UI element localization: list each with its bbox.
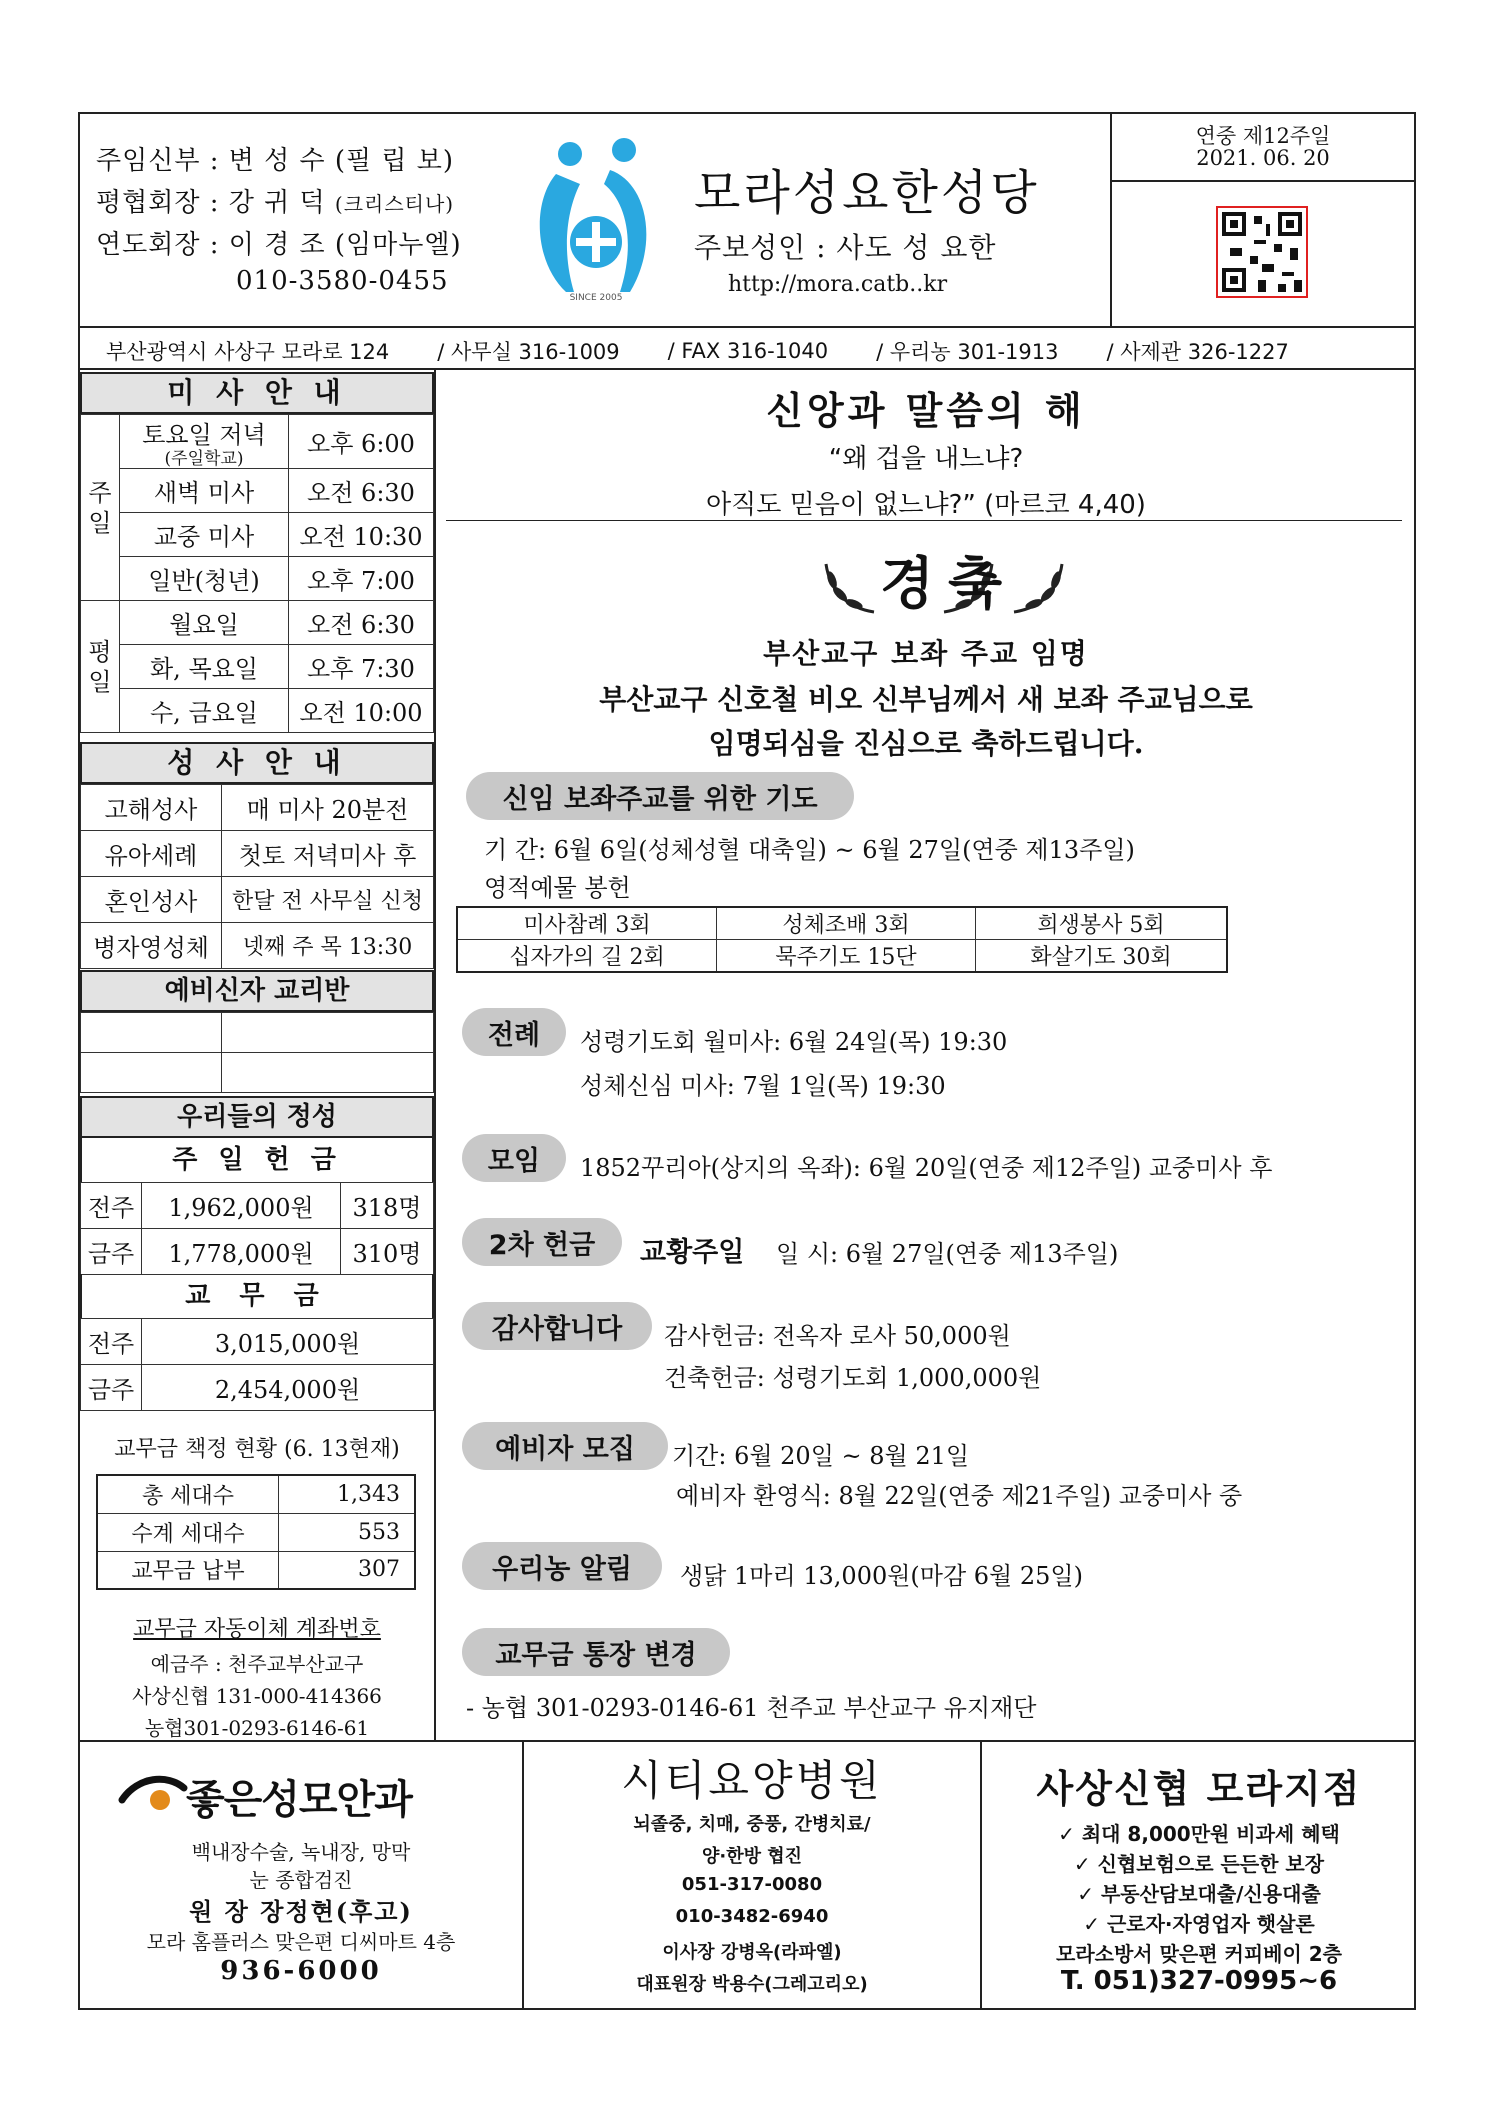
eye-clinic-name: 좋은성모안과 bbox=[186, 1777, 412, 1823]
dues-amount: 2,454,000원 bbox=[142, 1365, 434, 1411]
status-label: 총 세대수 bbox=[97, 1475, 279, 1513]
laurel-left-icon bbox=[818, 556, 878, 616]
mass-time: 오후 7:30 bbox=[289, 645, 434, 689]
church-name: 모라성요한성당 bbox=[694, 165, 1040, 221]
mass-name: 월요일 bbox=[120, 601, 289, 645]
sat-mass-sub: (주일학교) bbox=[164, 449, 244, 469]
mass-time: 오전 10:00 bbox=[289, 689, 434, 733]
prayer-period: 기 간: 6월 6일(성체성혈 대축일) ~ 6월 27일(연중 제13주일) bbox=[484, 836, 1135, 864]
church-url: http://mora.catb..kr bbox=[728, 272, 948, 297]
status-label: 수계 세대수 bbox=[97, 1513, 279, 1551]
recruit-line-1: 기간: 6월 20일 ~ 8월 21일 bbox=[672, 1442, 970, 1470]
district-label: 연도회장 : 이 경 조 bbox=[96, 230, 326, 260]
sat-mass-time: 오후 6:00 bbox=[289, 415, 434, 469]
thanks-pill: 감사합니다 bbox=[462, 1302, 652, 1350]
fax-number: / FAX 316-1040 bbox=[667, 339, 829, 363]
catechumen-cell bbox=[222, 1013, 434, 1053]
prayer-pill: 신임 보좌주교를 위한 기도 bbox=[466, 772, 854, 820]
dues-table bbox=[80, 1318, 434, 1411]
sacrament-section-title: 성 사 안 내 bbox=[80, 742, 434, 784]
address-bottom-line bbox=[78, 368, 1416, 370]
liturgy-line-2: 성체신심 미사: 7월 1일(목) 19:30 bbox=[580, 1072, 946, 1100]
catechumen-table bbox=[80, 1012, 434, 1093]
celebrate-char-2: 축 bbox=[948, 551, 1003, 617]
dues-status-title: 교무금 책정 현황 (6. 13현재) bbox=[114, 1437, 400, 1462]
offering-amount: 1,962,000원 bbox=[142, 1183, 341, 1229]
eye-clinic-director: 원 장 장정현(후고) bbox=[189, 1897, 413, 1926]
eye-clinic-logo-icon bbox=[118, 1770, 188, 1814]
catechumen-cell bbox=[222, 1053, 434, 1093]
credit-union-line-3: ✓ 부동산담보대출/신용대출 bbox=[1077, 1882, 1321, 1906]
offering-amount: 1,778,000원 bbox=[142, 1229, 341, 1275]
thanks-line-2: 건축헌금: 성령기도회 1,000,000원 bbox=[664, 1364, 1042, 1392]
second-collection-date: 일 시: 6월 27일(연중 제13주일) bbox=[776, 1240, 1119, 1268]
laurel-right-icon bbox=[1010, 556, 1070, 616]
mass-row bbox=[120, 415, 289, 469]
dues-title: 교 무 금 bbox=[80, 1274, 434, 1318]
hospital-line-2: 양·한방 협진 bbox=[701, 1846, 803, 1867]
sacrament-info: 한달 전 사무실 신청 bbox=[222, 877, 434, 923]
account-holder: 예금주 : 천주교부산교구 bbox=[150, 1652, 364, 1676]
bank-pill: 교무금 통장 변경 bbox=[462, 1628, 730, 1676]
credit-union-phone: T. 051)327-0995~6 bbox=[1060, 1966, 1338, 1996]
mass-name: 일반(청년) bbox=[120, 557, 289, 601]
phone-line: 010-3580-0455 bbox=[236, 266, 449, 296]
farm-line-1: 생닭 1마리 13,000원(마감 6월 25일) bbox=[680, 1562, 1083, 1590]
appointment-title: 부산교구 보좌 주교 임명 bbox=[763, 637, 1089, 670]
qr-code-icon bbox=[1218, 208, 1306, 296]
year-theme-title: 신앙과 말씀의 해 bbox=[766, 389, 1086, 433]
hospital-phone-2: 010-3482-6940 bbox=[675, 1906, 829, 1927]
catechumen-cell bbox=[81, 1053, 222, 1093]
prayer-item: 화살기도 30회 bbox=[976, 940, 1228, 973]
appointment-line-2: 임명되심을 진심으로 축하드립니다. bbox=[708, 727, 1144, 760]
sacrament-table bbox=[80, 784, 434, 969]
credit-union-line-4: ✓ 근로자·자영업자 햇살론 bbox=[1083, 1912, 1315, 1936]
sunday-offering-title: 주 일 헌 금 bbox=[80, 1138, 434, 1182]
hospital-phone-1: 051-317-0080 bbox=[681, 1874, 823, 1895]
mass-name: 새벽 미사 bbox=[120, 469, 289, 513]
church-address: 부산광역시 사상구 모라로 124 bbox=[106, 340, 390, 364]
sacrament-info: 첫토 저녁미사 후 bbox=[222, 831, 434, 877]
credit-union-name: 사상신협 모라지점 bbox=[1036, 1767, 1362, 1811]
liturgy-pill: 전례 bbox=[462, 1008, 566, 1056]
theme-quote-2: 아직도 믿음이 없느냐?” (마르코 4,40) bbox=[706, 490, 1146, 520]
prayer-offering: 영적예물 봉헌 bbox=[484, 874, 631, 902]
header-bottom-line bbox=[78, 326, 1416, 328]
eye-clinic-phone: 936-6000 bbox=[220, 1956, 382, 1986]
mass-section-title: 미 사 안 내 bbox=[80, 372, 434, 414]
meeting-pill: 모임 bbox=[462, 1134, 566, 1182]
sacrament-info: 매 미사 20분전 bbox=[222, 785, 434, 831]
sacrament-name: 혼인성사 bbox=[81, 877, 222, 923]
qr-code[interactable] bbox=[1216, 206, 1308, 298]
dues-status-table bbox=[96, 1474, 416, 1590]
offering-section-title: 우리들의 정성 bbox=[80, 1096, 434, 1138]
council-label: 평협회장 : 강 귀 덕 bbox=[96, 188, 326, 218]
recruit-pill: 예비자 모집 bbox=[462, 1422, 668, 1470]
address-bar bbox=[82, 334, 1412, 368]
sacrament-name: 고해성사 bbox=[81, 785, 222, 831]
theme-quote-1: “왜 겁을 내느냐? bbox=[828, 444, 1024, 474]
dues-label: 금주 bbox=[81, 1365, 142, 1411]
status-value: 1,343 bbox=[279, 1475, 416, 1513]
council-line bbox=[96, 182, 454, 219]
account-nonghyup: 농협301-0293-6146-61 bbox=[144, 1716, 370, 1740]
bulletin-date: 2021. 06. 20 bbox=[1196, 146, 1330, 170]
mass-time: 오전 6:30 bbox=[289, 601, 434, 645]
mass-time: 오전 10:30 bbox=[289, 513, 434, 557]
eye-clinic-line-1: 백내장수술, 녹내장, 망막 bbox=[191, 1840, 411, 1864]
thanks-line-1: 감사헌금: 전옥자 로사 50,000원 bbox=[664, 1322, 1011, 1350]
prayer-item: 희생봉사 5회 bbox=[976, 907, 1228, 940]
pastor-line: 주임신부 : 변 성 수 (필 립 보) bbox=[96, 146, 455, 176]
celebrate-char-1: 경 bbox=[880, 551, 935, 617]
mass-name: 화, 목요일 bbox=[120, 645, 289, 689]
mass-table bbox=[80, 414, 434, 733]
mass-time: 오후 7:00 bbox=[289, 557, 434, 601]
offering-count: 318명 bbox=[341, 1183, 434, 1229]
dues-label: 전주 bbox=[81, 1319, 142, 1365]
office-phone: / 사무실 316-1009 bbox=[437, 340, 620, 364]
credit-union-line-1: ✓ 최대 8,000만원 비과세 혜택 bbox=[1058, 1822, 1340, 1846]
column-divider bbox=[434, 368, 436, 1740]
church-logo bbox=[526, 132, 666, 302]
district-line bbox=[96, 224, 462, 261]
status-value: 307 bbox=[279, 1551, 416, 1589]
council-name: (크리스티나) bbox=[334, 192, 455, 216]
sat-mass-name: 토요일 저녁 bbox=[142, 421, 266, 449]
second-collection-pill: 2차 헌금 bbox=[462, 1218, 622, 1266]
status-label: 교무금 납부 bbox=[97, 1551, 279, 1589]
hospital-chairman: 이사장 강병옥(라파엘) bbox=[662, 1942, 842, 1963]
offering-label: 금주 bbox=[81, 1229, 142, 1275]
logo-since: SINCE 2005 bbox=[569, 293, 623, 302]
hospital-name: 시티요양병원 bbox=[621, 1756, 883, 1805]
mass-name: 수, 금요일 bbox=[120, 689, 289, 733]
sacrament-info: 넷째 주 목 13:30 bbox=[222, 923, 434, 969]
hospital-line-1: 뇌졸중, 치매, 중풍, 간병치료/ bbox=[633, 1814, 871, 1835]
recruit-line-2: 예비자 환영식: 8월 22일(연중 제21주일) 교중미사 중 bbox=[676, 1482, 1243, 1510]
prayer-item: 성체조배 3회 bbox=[717, 907, 976, 940]
dues-amount: 3,015,000원 bbox=[142, 1319, 434, 1365]
week-label: 연중 제12주일 bbox=[1195, 124, 1331, 148]
offering-label: 전주 bbox=[81, 1183, 142, 1229]
sunday-offering-table bbox=[80, 1182, 434, 1275]
bank-line-1: - 농협 301-0293-0146-61 천주교 부산교구 유지재단 bbox=[466, 1694, 1037, 1722]
patron-saint: 주보성인 : 사도 성 요한 bbox=[694, 231, 997, 264]
second-collection-bold: 교황주일 bbox=[640, 1237, 745, 1268]
eye-clinic-location: 모라 홈플러스 맞은편 디씨마트 4층 bbox=[146, 1930, 456, 1954]
farm-pill: 우리농 알림 bbox=[462, 1542, 662, 1590]
sacrament-name: 유아세례 bbox=[81, 831, 222, 877]
prayer-item: 십자가의 길 2회 bbox=[457, 940, 717, 973]
rectory-phone: / 사제관 326-1227 bbox=[1106, 340, 1289, 364]
sacrament-name: 병자영성체 bbox=[81, 923, 222, 969]
account-shinhyup: 사상신협 131-000-414366 bbox=[132, 1684, 382, 1708]
prayer-item: 미사참례 3회 bbox=[457, 907, 717, 940]
liturgy-line-1: 성령기도회 월미사: 6월 24일(목) 19:30 bbox=[580, 1028, 1008, 1056]
district-name: (임마누엘) bbox=[334, 230, 462, 260]
catechumen-section-title: 예비신자 교리반 bbox=[80, 970, 434, 1012]
footer-top-line bbox=[78, 1740, 1416, 1742]
farm-phone: / 우리농 301-1913 bbox=[876, 340, 1059, 364]
credit-union-location: 모라소방서 맞은편 커피베이 2층 bbox=[1056, 1942, 1342, 1966]
prayer-table bbox=[456, 906, 1228, 973]
eye-clinic-line-2: 눈 종합검진 bbox=[249, 1868, 353, 1892]
prayer-item: 묵주기도 15단 bbox=[717, 940, 976, 973]
hospital-director: 대표원장 박용수(그레고리오) bbox=[636, 1974, 868, 1995]
meeting-line-1: 1852꾸리아(상지의 옥좌): 6월 20일(연중 제12주일) 교중미사 후 bbox=[580, 1154, 1273, 1182]
mass-time: 오전 6:30 bbox=[289, 469, 434, 513]
date-box-line bbox=[1110, 180, 1416, 182]
auto-transfer-title: 교무금 자동이체 계좌번호 bbox=[133, 1617, 381, 1642]
weekday-label: 평일 bbox=[81, 601, 120, 733]
mass-name: 교중 미사 bbox=[120, 513, 289, 557]
appointment-line-1: 부산교구 신호철 비오 신부님께서 새 보좌 주교님으로 bbox=[599, 683, 1253, 716]
status-value: 553 bbox=[279, 1513, 416, 1551]
sunday-label: 주일 bbox=[81, 415, 120, 601]
catechumen-cell bbox=[81, 1013, 222, 1053]
theme-divider bbox=[446, 520, 1402, 521]
credit-union-line-2: ✓ 신협보험으로 든든한 보장 bbox=[1073, 1852, 1325, 1876]
offering-count: 310명 bbox=[341, 1229, 434, 1275]
